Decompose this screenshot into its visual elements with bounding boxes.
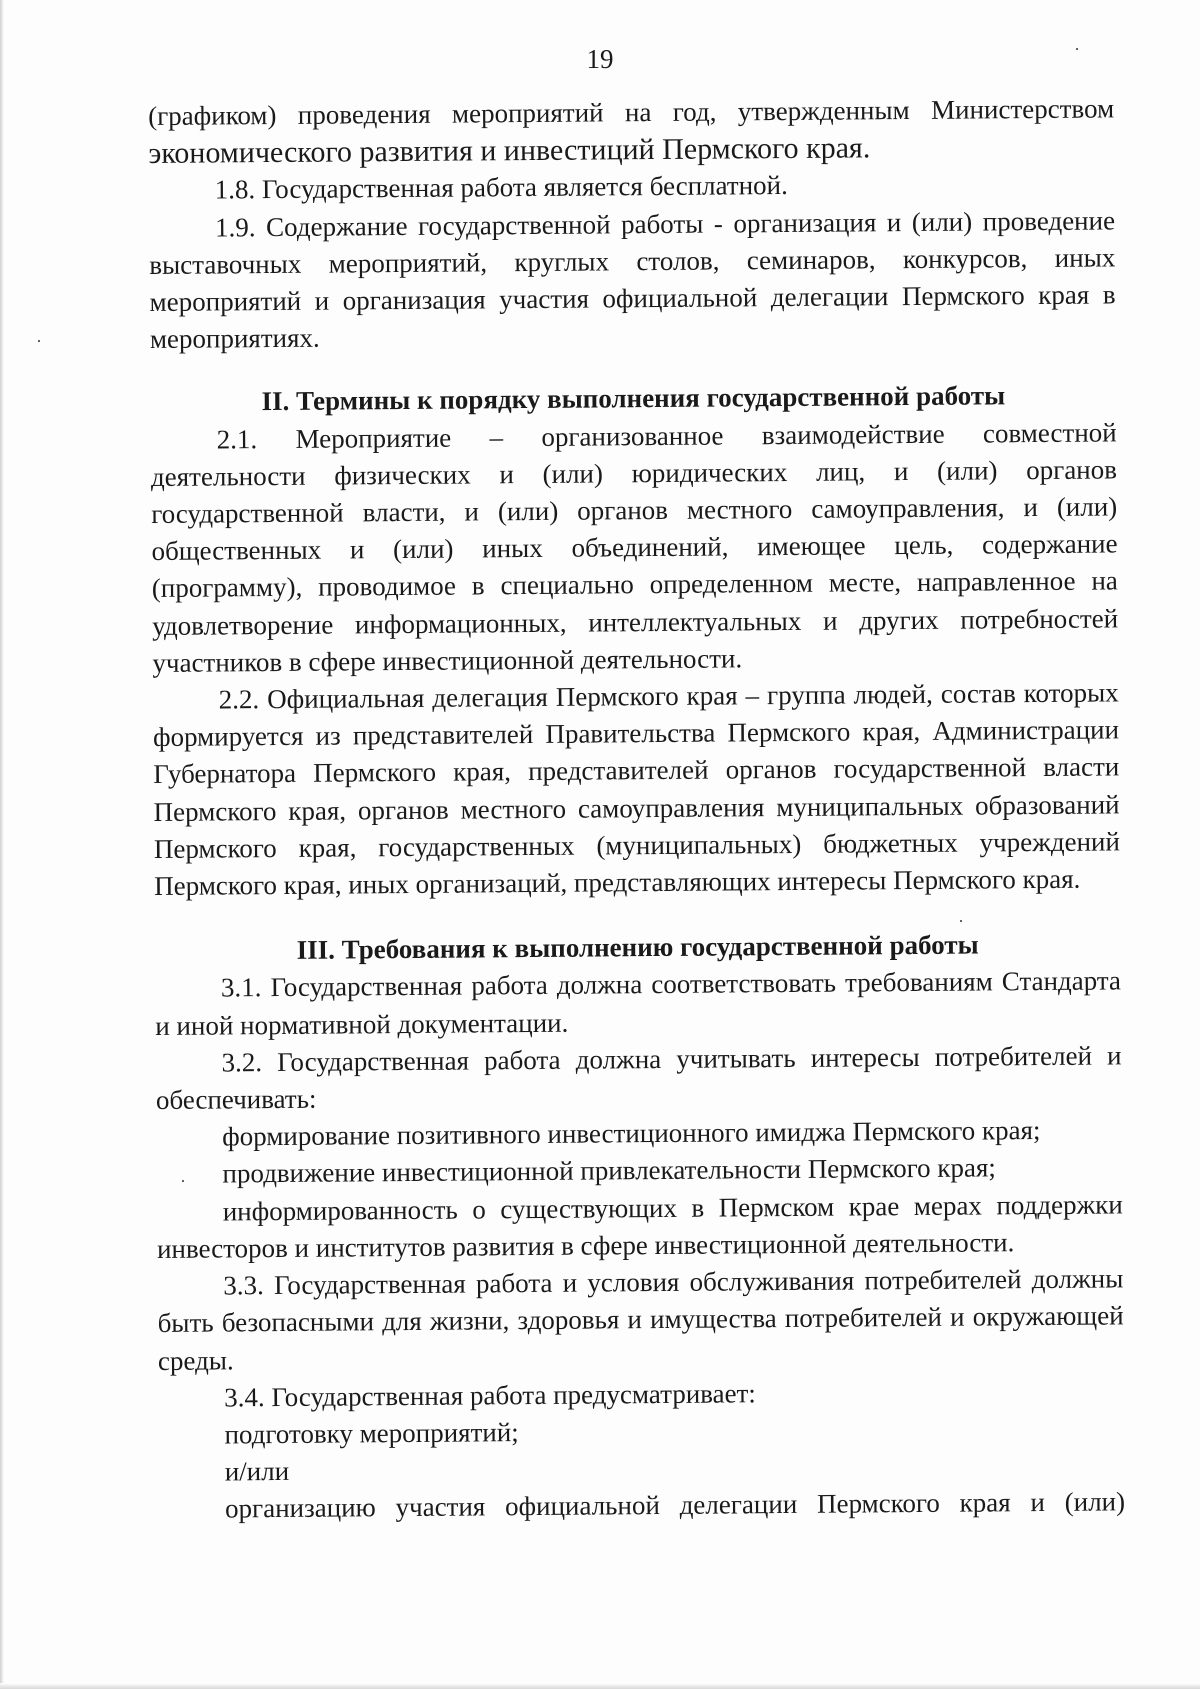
page-number: 19	[586, 44, 614, 74]
list-item-image: формирование позитивного инвестиционного имиджа Пермского края;	[222, 1115, 1041, 1152]
scan-edge-left	[0, 0, 4, 1689]
paragraph-2-1: 2.1. Мероприятие – организованное взаимодействие совместной деятельности физических и (или) юридических лиц, и (или) органов государственной власти, и (или) органов местного самоуправления, и (или) общественных и (или) иных объединений, имеющее цель, содержание (программу), проводимое в специально определенном месте, направленное на удовлетворение информационных, интеллектуальных и других потребностей участников в сфере инвестиционной деятельности.	[150, 417, 1119, 678]
paragraph-continued-end: экономического развития и инвестиций Пермского края.	[148, 131, 871, 171]
document-body	[148, 90, 1125, 1528]
paragraph-1-9: 1.9. Содержание государственной работы - организация и (или) проведение выставочных мероприятий, круглых столов, семинаров, конкурсов, иных мероприятий и организация участия официальной делегации Пермского края в мероприятиях.	[149, 205, 1116, 355]
paragraph-continued: (графиком) проведения мероприятий на год, утвержденным Министерством	[148, 93, 1115, 131]
scan-speck	[38, 340, 40, 342]
section-heading-3: III. Требования к выполнению государственной работы	[296, 929, 979, 966]
scan-speck	[1076, 48, 1078, 50]
list-item-promotion: продвижение инвестиционной привлекательности Пермского края;	[222, 1152, 996, 1189]
list-item-and-or: и/или	[224, 1456, 290, 1487]
paragraph-3-1: 3.1. Государственная работа должна соответствовать требованиям Стандарта и иной нормативной документации.	[155, 965, 1122, 1041]
list-item-delegation: организацию участия официальной делегации Пермского края и (или)	[224, 1486, 1126, 1524]
paragraph-3-4: 3.4. Государственная работа предусматривает:	[224, 1377, 756, 1413]
scan-edge-bottom	[0, 1683, 1200, 1689]
section-heading-2: II. Термины к порядку выполнения государственной работы	[261, 380, 1006, 417]
paragraph-2-2: 2.2. Официальная делегация Пермского края – группа людей, состав которых формируется из представителей Правительства Пермского края, Администрации Губернатора Пермского края, представителей органов государственной власти Пермского края, органов местного самоуправления муниципальных образований Пермского края, государственных (муниципальных) бюджетных учреждений Пермского края, иных организаций, представляющих интересы Пермского края.	[152, 677, 1120, 902]
scan-speck	[182, 1180, 184, 1182]
paragraph-3-2-awareness: информированность о существующих в Пермском крае мерах поддержки инвесторов и институтов развития в сфере инвестиционной деятельности.	[156, 1189, 1123, 1264]
paragraph-1-8: 1.8. Государственная работа является бесплатной.	[214, 170, 788, 205]
paragraph-3-3: 3.3. Государственная работа и условия обслуживания потребителей должны быть безопасными для жизни, здоровья и имущества потребителей и окружающей среды.	[157, 1263, 1124, 1376]
list-item-preparation: подготовку мероприятий;	[224, 1417, 519, 1450]
scan-speck	[960, 920, 962, 922]
paragraph-3-2: 3.2. Государственная работа должна учитывать интересы потребителей и обеспечивать:	[155, 1040, 1122, 1116]
